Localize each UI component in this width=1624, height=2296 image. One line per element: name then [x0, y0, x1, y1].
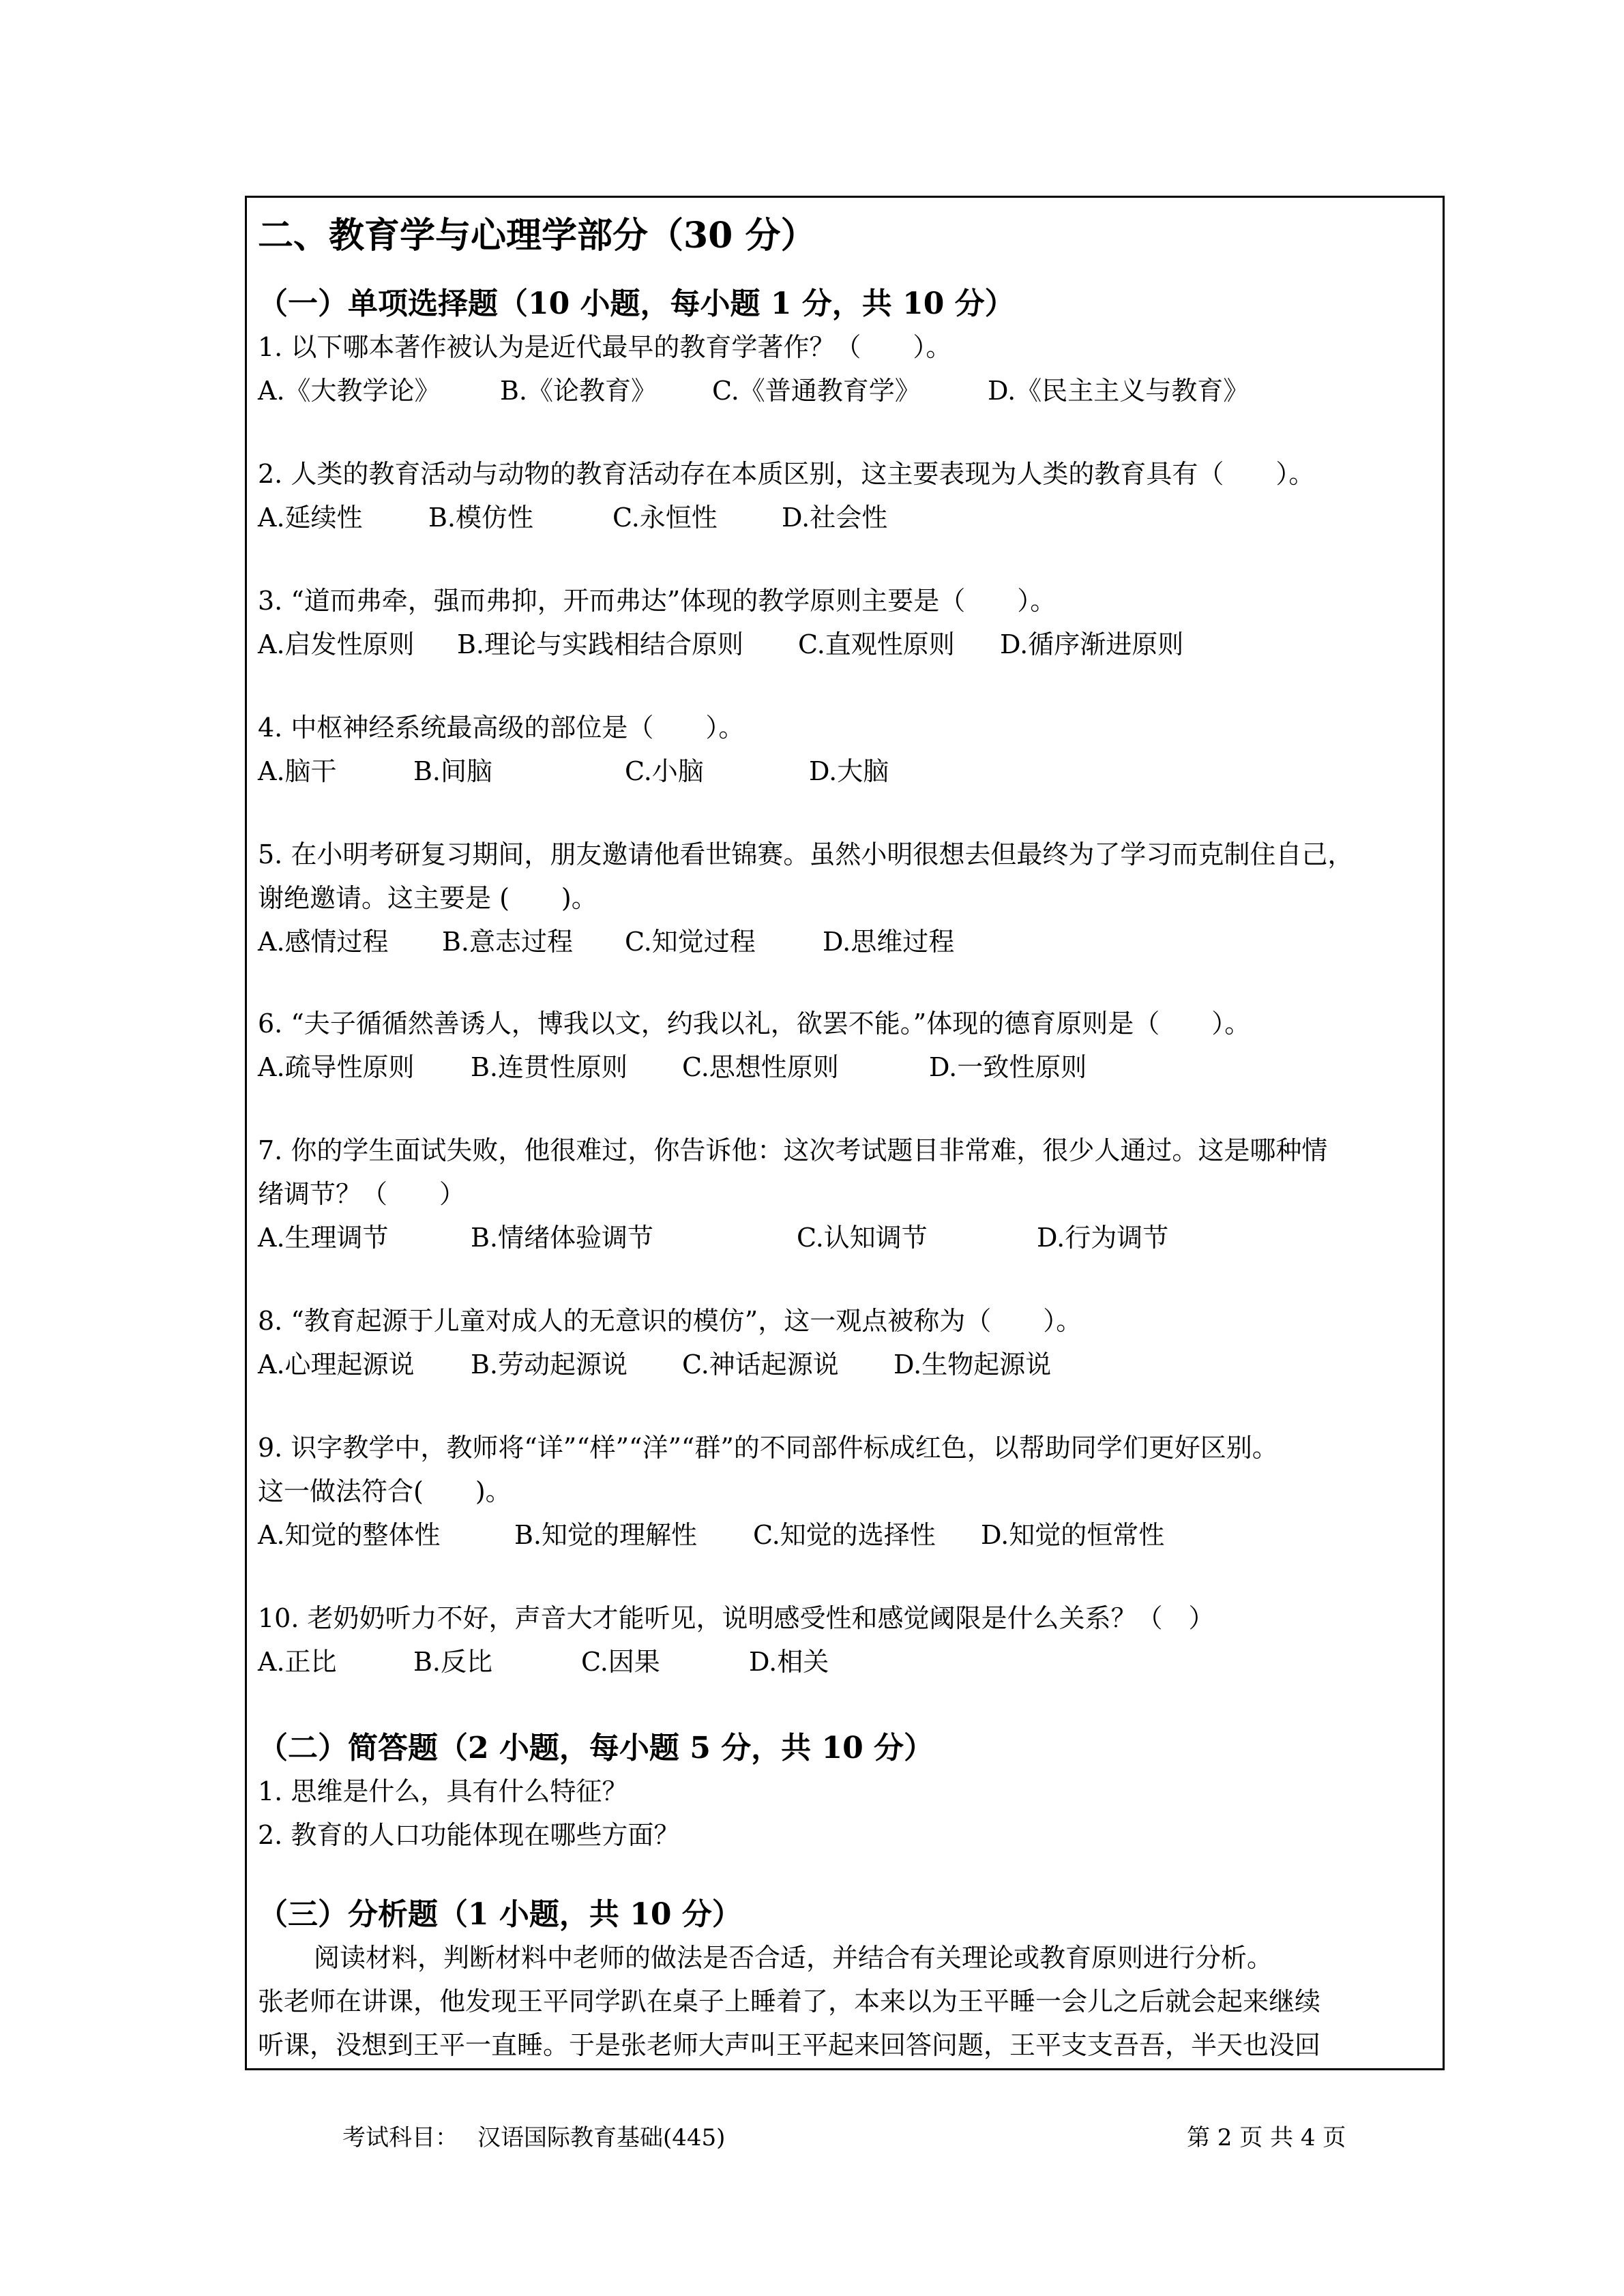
short-answer-2: 2. 教育的人口功能体现在哪些方面？ [258, 1820, 680, 1850]
question-4-option-d: D.大脑 [809, 756, 889, 786]
question-1-stem: 1. 以下哪本著作被认为是近代最早的教育学著作？（ ）。 [258, 332, 952, 362]
footer-subject-name: 汉语国际教育基础(445) [477, 2124, 726, 2151]
question-6-option-d: D.一致性原则 [929, 1052, 1087, 1082]
question-4-option-c: C.小脑 [625, 756, 704, 786]
question-10-option-b: B.反比 [413, 1647, 493, 1677]
question-2-option-b: B.模仿性 [428, 503, 534, 533]
question-2-option-c: C.永恒性 [612, 503, 718, 533]
question-9-option-d: D.知觉的恒常性 [981, 1520, 1165, 1550]
question-10-option-c: C.因果 [581, 1647, 660, 1677]
question-10-stem: 10. 老奶奶听力不好，声音大才能听见，说明感受性和感觉阈限是什么关系？（ ） [258, 1603, 1215, 1633]
question-6-stem: 6. “夫子循循然善诱人，博我以文，约我以礼，欲罢不能。”体现的德育原则是（ ）。 [258, 1009, 1251, 1039]
question-2-option-a: A.延续性 [258, 503, 363, 533]
footer-subject-label: 考试科目： [342, 2124, 458, 2151]
question-1-option-a: A.《大教学论》 [258, 376, 441, 406]
part3-heading: （三）分析题（1 小题，共 10 分） [258, 1897, 742, 1932]
question-1-option-b: B.《论教育》 [500, 376, 658, 406]
question-8-option-d: D.生物起源说 [894, 1350, 1052, 1380]
question-4-stem: 4. 中枢神经系统最高级的部位是（ ）。 [258, 713, 745, 743]
section-title: 二、教育学与心理学部分（30 分） [258, 215, 816, 256]
question-7-option-a: A.生理调节 [258, 1223, 389, 1253]
question-7-option-c: C.认知调节 [797, 1223, 928, 1253]
question-4-option-a: A.脑干 [258, 756, 337, 786]
question-3-option-d: D.循序渐进原则 [1000, 629, 1184, 659]
question-7-stem-line-1: 7. 你的学生面试失败，他很难过，你告诉他：这次考试题目非常难，很少人通过。这是哪种情 [258, 1135, 1328, 1165]
question-3-option-a: A.启发性原则 [258, 629, 415, 659]
question-9-option-c: C.知觉的选择性 [753, 1520, 936, 1550]
question-5-stem-line-1: 5. 在小明考研复习期间，朋友邀请他看世锦赛。虽然小明很想去但最终为了学习而克制住自己， [258, 839, 1354, 869]
question-1-option-d: D.《民主主义与教育》 [988, 376, 1250, 406]
question-5-option-d: D.思维过程 [823, 927, 955, 957]
question-8-stem: 8. “教育起源于儿童对成人的无意识的模仿”，这一观点被称为（ ）。 [258, 1306, 1082, 1336]
question-2-stem: 2. 人类的教育活动与动物的教育活动存在本质区别，这主要表现为人类的教育具有（ ）。 [258, 459, 1315, 489]
question-9-stem-line-2: 这一做法符合( )。 [258, 1476, 512, 1506]
question-8-option-a: A.心理起源说 [258, 1350, 415, 1380]
question-5-option-a: A.感情过程 [258, 927, 389, 957]
question-5-option-c: C.知觉过程 [625, 927, 756, 957]
question-2-option-d: D.社会性 [782, 503, 888, 533]
question-6-option-b: B.连贯性原则 [471, 1052, 628, 1082]
question-10-option-a: A.正比 [258, 1647, 337, 1677]
question-1-option-c: C.《普通教育学》 [712, 376, 921, 406]
question-7-option-d: D.行为调节 [1037, 1223, 1169, 1253]
short-answer-1: 1. 思维是什么，具有什么特征？ [258, 1776, 628, 1806]
question-3-stem: 3. “道而弗牵，强而弗抑，开而弗达”体现的教学原则主要是（ ）。 [258, 586, 1057, 616]
question-9-stem-line-1: 9. 识字教学中，教师将“详”“样”“洋”“群”的不同部件标成红色，以帮助同学们更好区别。 [258, 1433, 1278, 1463]
question-4-option-b: B.间脑 [413, 756, 493, 786]
part1-heading: （一）单项选择题（10 小题，每小题 1 分，共 10 分） [258, 286, 1015, 321]
question-7-stem-line-2: 绪调节？（ ） [258, 1179, 466, 1209]
question-3-option-c: C.直观性原则 [798, 629, 955, 659]
analysis-instruction: 阅读材料，判断材料中老师的做法是否合适，并结合有关理论或教育原则进行分析。 [314, 1943, 1273, 1973]
part2-heading: （二）简答题（2 小题，每小题 5 分，共 10 分） [258, 1731, 934, 1765]
question-7-option-b: B.情绪体验调节 [471, 1223, 654, 1253]
analysis-material-line-1: 张老师在讲课，他发现王平同学趴在桌子上睡着了，本来以为王平睡一会儿之后就会起来继续 [258, 1986, 1321, 2016]
analysis-material-line-2: 听课，没想到王平一直睡。于是张老师大声叫王平起来回答问题，王平支支吾吾，半天也没回 [258, 2030, 1321, 2060]
question-5-option-b: B.意志过程 [442, 927, 574, 957]
question-9-option-b: B.知觉的理解性 [514, 1520, 698, 1550]
question-8-option-b: B.劳动起源说 [471, 1350, 628, 1380]
question-6-option-c: C.思想性原则 [682, 1052, 839, 1082]
question-3-option-b: B.理论与实践相结合原则 [457, 629, 744, 659]
question-8-option-c: C.神话起源说 [682, 1350, 839, 1380]
question-5-stem-line-2: 谢绝邀请。这主要是 ( )。 [258, 883, 597, 913]
question-9-option-a: A.知觉的整体性 [258, 1520, 441, 1550]
footer-page-info: 第 2 页 共 4 页 [1187, 2124, 1346, 2151]
question-10-option-d: D.相关 [749, 1647, 829, 1677]
question-6-option-a: A.疏导性原则 [258, 1052, 415, 1082]
